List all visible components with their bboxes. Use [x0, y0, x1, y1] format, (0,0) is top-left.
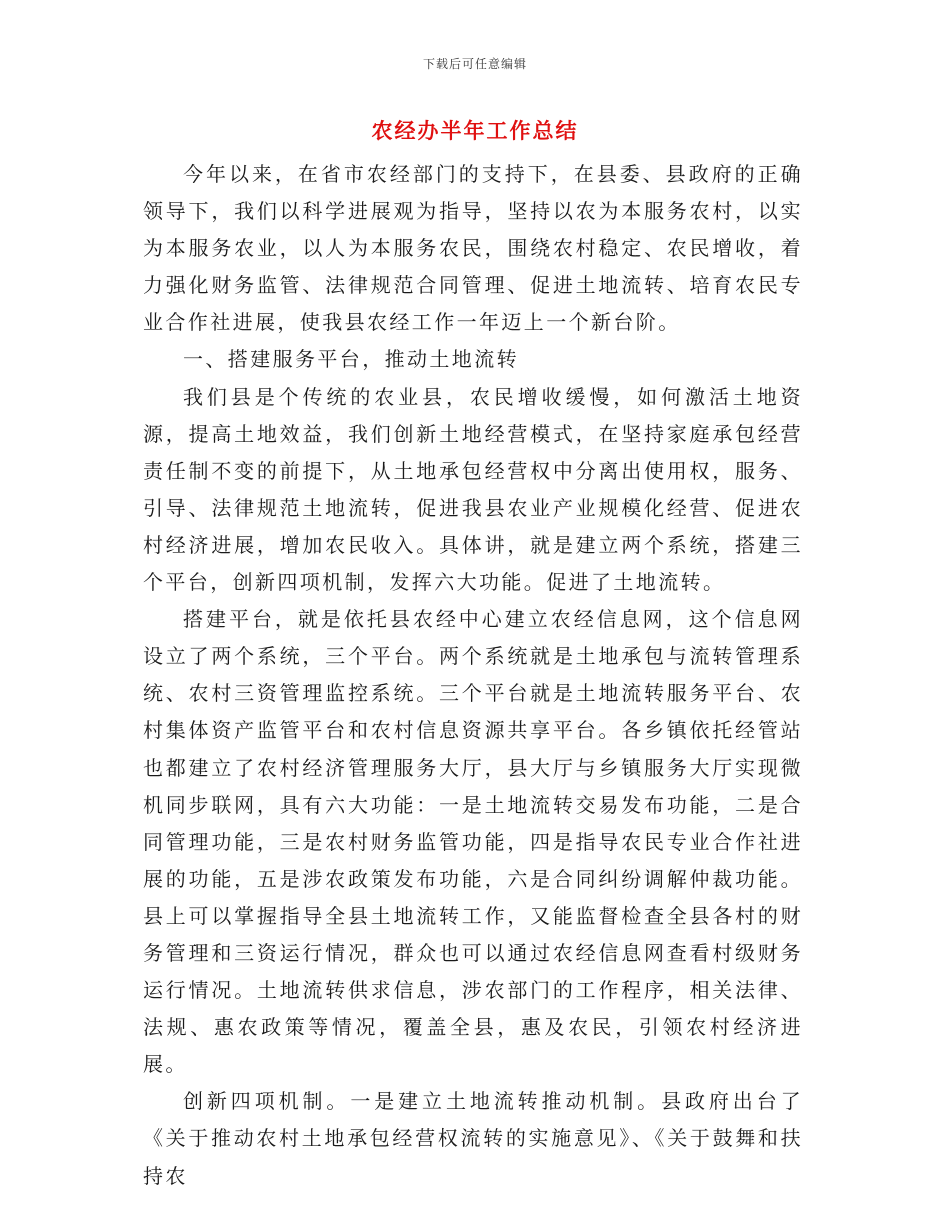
- header-note: 下载后可任意编辑: [422, 57, 527, 71]
- section-heading-1: 一、搭建服务平台，推动土地流转: [183, 347, 519, 372]
- paragraph-mechanisms: 创新四项机制。一是建立土地流转推动机制。县政府出台了《关于推动农村土地承包经营权流转的实施意见》、《关于鼓舞和扶持农: [143, 1089, 803, 1188]
- document-title: 农经办半年工作总结: [371, 119, 579, 143]
- document-body: [143, 156, 803, 1195]
- paragraph-platform: 搭建平台，就是依托县农经中心建立农经信息网，这个信息网设立了两个系统，三个平台。两个系统就是土地承包与流转管理系统、农村三资管理监控系统。三个平台就是土地流转服务平台、农村集体资产监管平台和农村信息资源共享平台。各乡镇依托经管站也都建立了农村经济管理服务大厅，县大厅与乡镇服务大厅实现微机同步联网，具有六大功能：一是土地流转交易发布功能，二是合同管理功能，三是农村财务监管功能，四是指导农民专业合作社进展的功能，五是涉农政策发布功能，六是合同纠纷调解仲裁功能。县上可以掌握指导全县土地流转工作，又能监督检查全县各村的财务管理和三资运行情况，群众也可以通过农经信息网查看村级财务运行情况。土地流转供求信息，涉农部门的工作程序，相关法律、法规、惠农政策等情况，覆盖全县，惠及农民，引领农村经济进展。: [143, 607, 803, 1077]
- paragraph-land-transfer: 我们县是个传统的农业县，农民增收缓慢，如何激活土地资源，提高土地效益，我们创新土地经营模式，在坚持家庭承包经营责任制不变的前提下，从土地承包经营权中分离出使用权，服务、引导、法律规范土地流转，促进我县农业产业规模化经营、促进农村经济进展，增加农民收入。具体讲，就是建立两个系统，搭建三个平台，创新四项机制，发挥六大功能。促进了土地流转。: [143, 384, 803, 595]
- paragraph-intro: 今年以来，在省市农经部门的支持下，在县委、县政府的正确领导下，我们以科学进展观为指导，坚持以农为本服务农村，以实为本服务农业，以人为本服务农民，围绕农村稳定、农民增收，着力强化财务监管、法律规范合同管理、促进土地流转、培育农民专业合作社进展，使我县农经工作一年迈上一个新台阶。: [143, 162, 803, 335]
